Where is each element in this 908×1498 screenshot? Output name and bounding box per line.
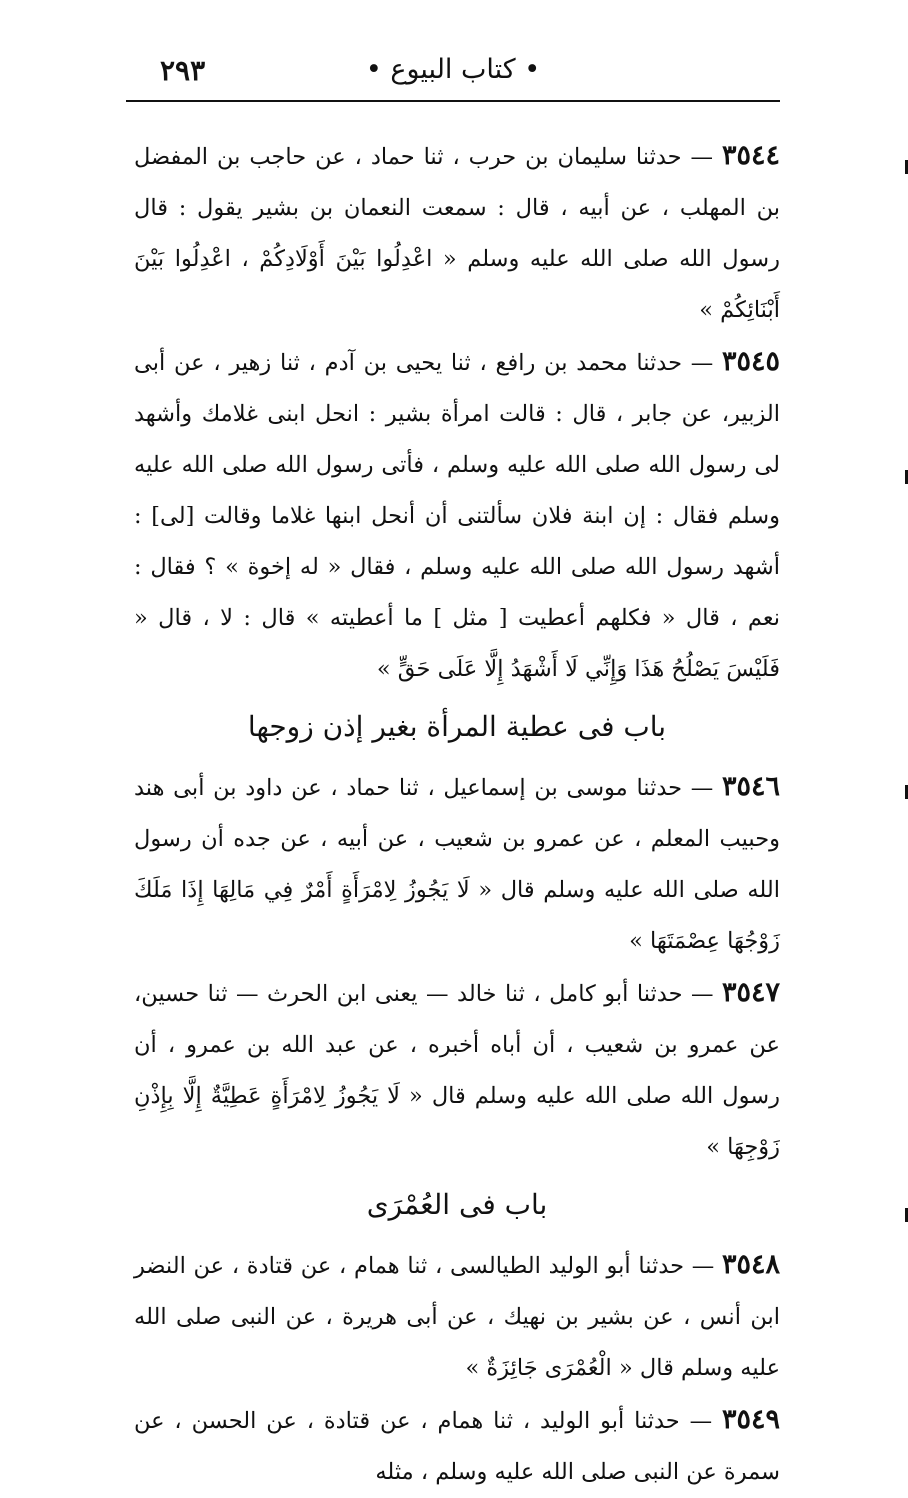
hadith-number: ٣٥٤٧ (721, 977, 780, 1008)
hadith-number: ٣٥٤٩ (721, 1404, 780, 1435)
hadith-text: — حدثنا أبو الوليد ، ثنا همام ، عن قتادة ، عن الحسن ، عن سمرة عن النبى صلى الله عليه وسلم ، مثله (134, 1408, 780, 1485)
hadith-entry (134, 1394, 780, 1498)
page-header (126, 50, 780, 90)
hadith-entry (134, 336, 780, 695)
hadith-number: ٣٥٤٨ (721, 1249, 780, 1280)
running-title: • كتاب البيوع • (365, 54, 541, 85)
hadith-text: — حدثنا محمد بن رافع ، ثنا يحيى بن آدم ، ثنا زهير ، عن أبى الزبير، عن جابر ، قال : قالت امرأة بشير : انحل ابنى غلامك وأشهد لى رسول الله صلى الله عليه وسلم ، فأتى رسول الله صلى الله عليه وسلم فقال : إن ابنة فلان سألتنى أن أنحل ابنها غلاما وقالت [لى] : أشهد رسول الله صلى الله عليه وسلم ، فقال « له إخوة » ؟ فقال : نعم ، قال « فكلهم أعطيت [ مثل ] ما أعطيته » قال : لا ، قال « فَلَيْسَ يَصْلُحُ هَذَا وَإِنِّي لَا أَشْهَدُ إِلَّا عَلَى حَقٍّ » (134, 350, 780, 682)
hadith-number: ٣٥٤٤ (721, 140, 780, 171)
hadith-entry (134, 967, 780, 1173)
hadith-text: — حدثنا سليمان بن حرب ، ثنا حماد ، عن حاجب بن المفضل بن المهلب ، عن أبيه ، قال : سمعت النعمان بن بشير يقول : قال رسول الله صلى الله عليه وسلم « اعْدِلُوا بَيْنَ أَوْلَادِكُمْ ، اعْدِلُوا بَيْنَ أَبْنَائِكُمْ » (134, 144, 780, 323)
section-title: باب فى العُمْرَى (366, 1188, 548, 1221)
page-body (134, 130, 780, 1498)
page-number: ٢٩٣ (160, 54, 206, 87)
hadith-entry (134, 761, 780, 967)
hadith-text: — حدثنا أبو كامل ، ثنا خالد — يعنى ابن الحرث — ثنا حسين، عن عمرو بن شعيب ، أن أباه أخبره ، عن عبد الله بن عمرو ، أن رسول الله صلى الله عليه وسلم قال « لَا يَجُوزُ لِامْرَأَةٍ عَطِيَّةٌ إِلَّا بِإِذْنِ زَوْجِهَا » (134, 981, 780, 1160)
header-rule (126, 100, 780, 102)
hadith-entry (134, 130, 780, 336)
hadith-text: — حدثنا موسى بن إسماعيل ، ثنا حماد ، عن داود بن أبى هند وحبيب المعلم ، عن عمرو بن شعيب ، عن أبيه ، عن جده أن رسول الله صلى الله عليه وسلم قال « لَا يَجُوزُ لِامْرَأَةٍ أَمْرٌ فِي مَالِهَا إِذَا مَلَكَ زَوْجُهَا عِصْمَتَهَا » (134, 775, 780, 954)
hadith-text: — حدثنا أبو الوليد الطيالسى ، ثنا همام ، عن قتادة ، عن النضر ابن أنس ، عن بشير بن نهيك ، عن أبى هريرة ، عن النبى صلى الله عليه وسلم قال « الْعُمْرَى جَائِزَةٌ » (134, 1253, 780, 1381)
section-title: باب فى عطية المرأة بغير إذن زوجها (247, 710, 667, 743)
hadith-entry (134, 1239, 780, 1394)
hadith-number: ٣٥٤٥ (721, 346, 780, 377)
hadith-number: ٣٥٤٦ (721, 771, 780, 802)
